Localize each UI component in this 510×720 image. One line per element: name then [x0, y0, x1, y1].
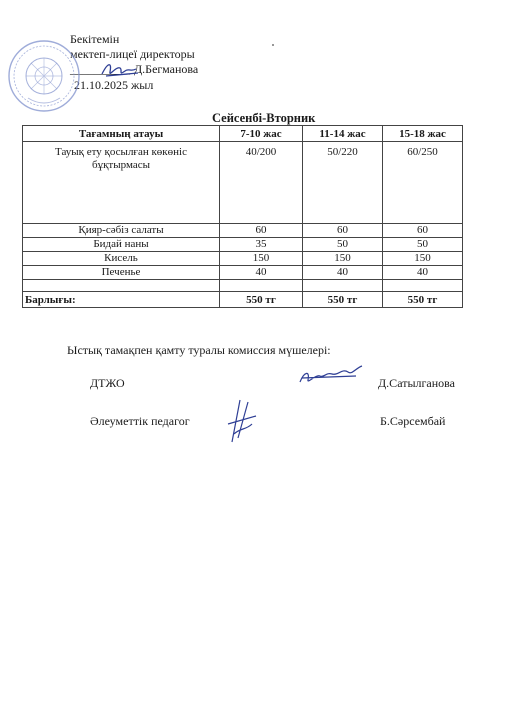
day-title: Сейсенбі-Вторник	[212, 111, 316, 125]
portion-7-10: 40	[220, 266, 303, 280]
director-position: мектеп-лицеї директоры	[70, 47, 195, 61]
director-signature	[98, 58, 142, 82]
portion-15-18: 60/250	[383, 142, 463, 224]
director-name: Д.Бегманова	[134, 62, 199, 76]
portion-11-14: 50	[303, 238, 383, 252]
official-stamp	[6, 38, 82, 114]
column-header: Тағамның атауы	[23, 126, 220, 142]
portion-7-10: 35	[220, 238, 303, 252]
approval-date: 21.10.2025 жыл	[74, 78, 154, 92]
portion-11-14: 40	[303, 266, 383, 280]
column-header: 11-14 жас	[303, 126, 383, 142]
table-row	[23, 142, 463, 224]
dish-name: Қияр-сәбіз салаты	[23, 224, 220, 238]
portion-15-18: 40	[383, 266, 463, 280]
column-header: 15-18 жас	[383, 126, 463, 142]
portion-15-18: 60	[383, 224, 463, 238]
dish-name: Печенье	[23, 266, 220, 280]
table-row	[23, 238, 463, 252]
member-signature	[296, 362, 368, 390]
member-signature	[222, 398, 260, 446]
table-total-row	[23, 292, 463, 308]
portion-11-14: 50/220	[303, 142, 383, 224]
column-header: 7-10 жас	[220, 126, 303, 142]
table-empty-row	[23, 280, 463, 292]
total-15-18: 550 тг	[383, 292, 463, 308]
portion-11-14: 150	[303, 252, 383, 266]
menu-table	[22, 125, 463, 308]
portion-7-10: 40/200	[220, 142, 303, 224]
table-header-row	[23, 126, 463, 142]
table-row	[23, 224, 463, 238]
scan-speck	[272, 44, 274, 46]
dish-name: Бидай наны	[23, 238, 220, 252]
member-name: Д.Сатылганова	[378, 376, 456, 390]
approval-label: Бекітемін	[70, 32, 120, 46]
signature-line: __________ Д.Бегманова	[70, 62, 199, 76]
total-label: Барлығы:	[23, 292, 220, 308]
member-role: ДТЖО	[90, 376, 125, 390]
commission-heading: Ыстық тамақпен қамту туралы комиссия мүшелері:	[67, 343, 331, 357]
total-11-14: 550 тг	[303, 292, 383, 308]
portion-7-10: 60	[220, 224, 303, 238]
portion-11-14: 60	[303, 224, 383, 238]
dish-name: Тауық ету қосылған көкөніс бұқтырмасы	[23, 142, 220, 224]
portion-7-10: 150	[220, 252, 303, 266]
portion-15-18: 150	[383, 252, 463, 266]
portion-15-18: 50	[383, 238, 463, 252]
dish-name: Кисель	[23, 252, 220, 266]
table-row	[23, 252, 463, 266]
total-7-10: 550 тг	[220, 292, 303, 308]
member-name: Б.Сәрсембай	[380, 414, 446, 428]
table-row	[23, 266, 463, 280]
member-role: Әлеуметтік педагог	[90, 414, 190, 428]
